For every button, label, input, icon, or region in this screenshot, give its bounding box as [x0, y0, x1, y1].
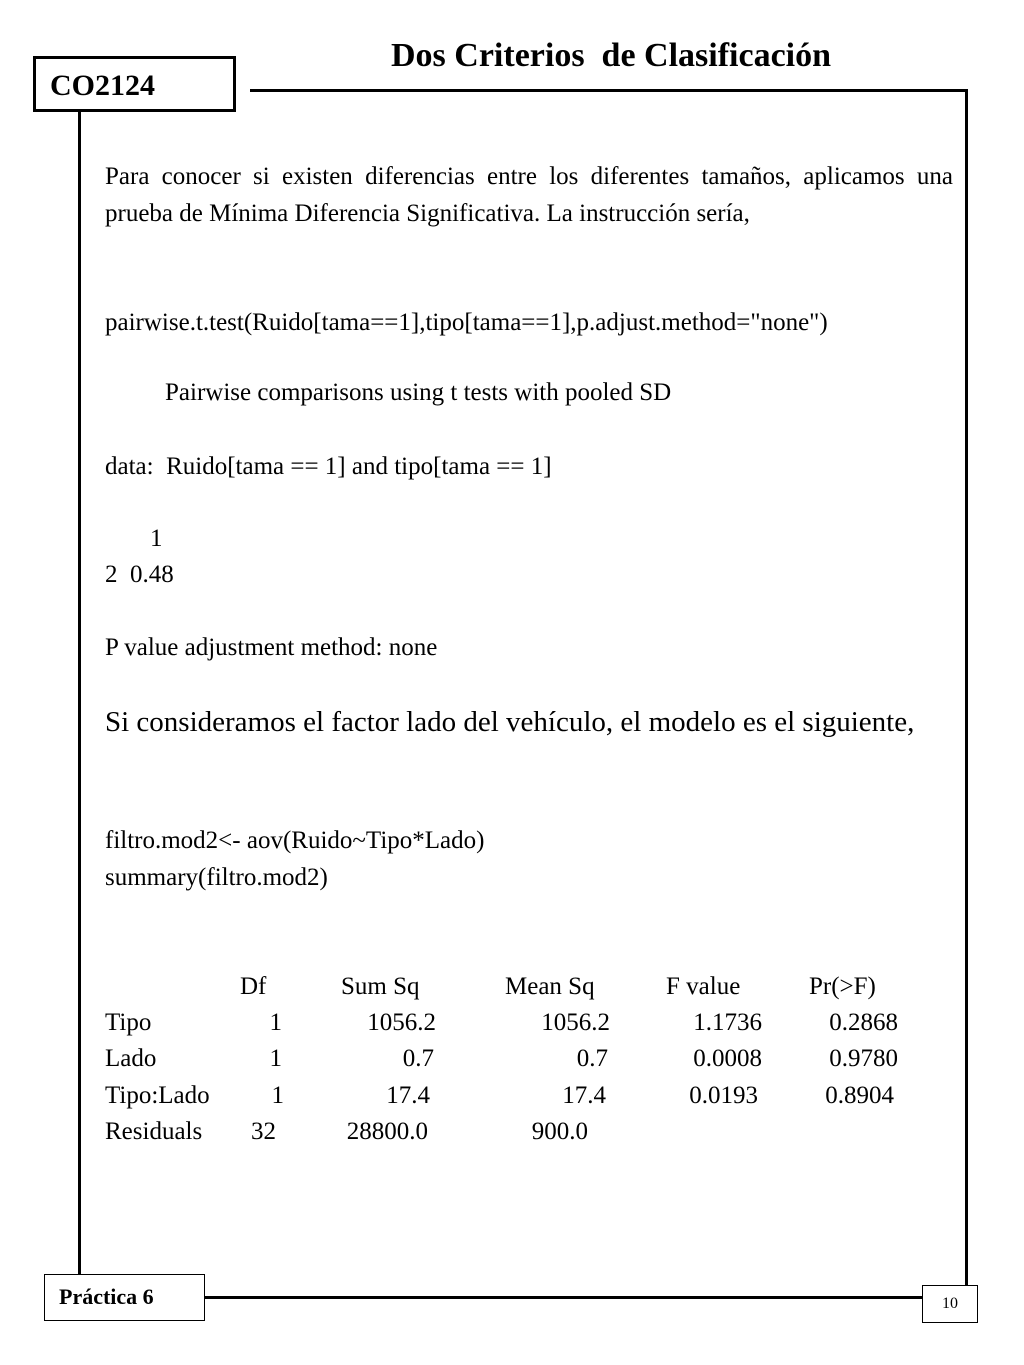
anova-header-sum-sq: Sum Sq	[341, 973, 420, 1000]
model-paragraph: Si consideramos el factor lado del vehículo, el modelo es el siguiente,	[105, 706, 915, 738]
anova-term: Residuals	[105, 1118, 203, 1145]
practice-box	[44, 1274, 205, 1321]
anova-df: 1	[271, 1082, 284, 1109]
anova-pr-f: 0.9780	[829, 1045, 898, 1072]
output-title: Pairwise comparisons using t tests with pooled SD	[165, 379, 672, 406]
anova-header-mean-sq: Mean Sq	[505, 973, 595, 1000]
output-data-line: data: Ruido[tama == 1] and tipo[tama == 1]	[105, 453, 552, 480]
output-adjust-method: P value adjustment method: none	[105, 634, 438, 661]
course-code: CO2124	[50, 69, 155, 102]
anova-f-value: 0.0008	[693, 1045, 762, 1072]
summary-command: summary(filtro.mod2)	[105, 864, 328, 891]
anova-mean-sq: 17.4	[562, 1082, 606, 1109]
anova-header-df: Df	[240, 973, 267, 1000]
pairwise-command: pairwise.t.test(Ruido[tama==1],tipo[tama==1],p.adjust.method="none")	[105, 309, 828, 336]
anova-mean-sq: 1056.2	[541, 1009, 610, 1036]
anova-f-value: 0.0193	[689, 1082, 758, 1109]
anova-df: 32	[251, 1118, 276, 1145]
frame-left-line	[78, 112, 81, 1276]
page-title: Dos Criterios de Clasificación	[391, 37, 832, 74]
frame-bottom-line	[204, 1296, 968, 1299]
frame-right-line	[965, 89, 968, 1302]
course-code-box	[33, 56, 236, 112]
anova-sum-sq: 28800.0	[346, 1118, 428, 1145]
anova-term: Tipo:Lado	[105, 1082, 210, 1109]
anova-df: 1	[269, 1009, 282, 1036]
page-number-box	[922, 1285, 978, 1323]
anova-mean-sq: 900.0	[531, 1118, 588, 1145]
frame-top-line	[250, 89, 968, 92]
anova-sum-sq: 0.7	[402, 1045, 434, 1072]
output-column-header: 1	[150, 525, 163, 552]
page-number: 10	[942, 1295, 958, 1312]
anova-header-f-value: F value	[666, 973, 741, 1000]
anova-pr-f: 0.2868	[829, 1009, 898, 1036]
output-row: 2 0.48	[105, 561, 174, 588]
anova-pr-f: 0.8904	[825, 1082, 894, 1109]
anova-mean-sq: 0.7	[576, 1045, 608, 1072]
aov-command: filtro.mod2<- aov(Ruido~Tipo*Lado)	[105, 827, 485, 854]
anova-f-value: 1.1736	[693, 1009, 762, 1036]
anova-term: Tipo	[105, 1009, 152, 1036]
practice-label: Práctica 6	[59, 1284, 154, 1309]
anova-df: 1	[269, 1045, 282, 1072]
intro-paragraph: Para conocer si existen diferencias entre los diferentes tamaños, aplicamos una prueba de Mínima Diferencia Significativa. La instrucción sería,	[105, 163, 953, 227]
anova-sum-sq: 17.4	[386, 1082, 430, 1109]
anova-header-pr-f: Pr(>F)	[809, 973, 876, 1000]
anova-sum-sq: 1056.2	[367, 1009, 436, 1036]
anova-term: Lado	[105, 1045, 157, 1072]
